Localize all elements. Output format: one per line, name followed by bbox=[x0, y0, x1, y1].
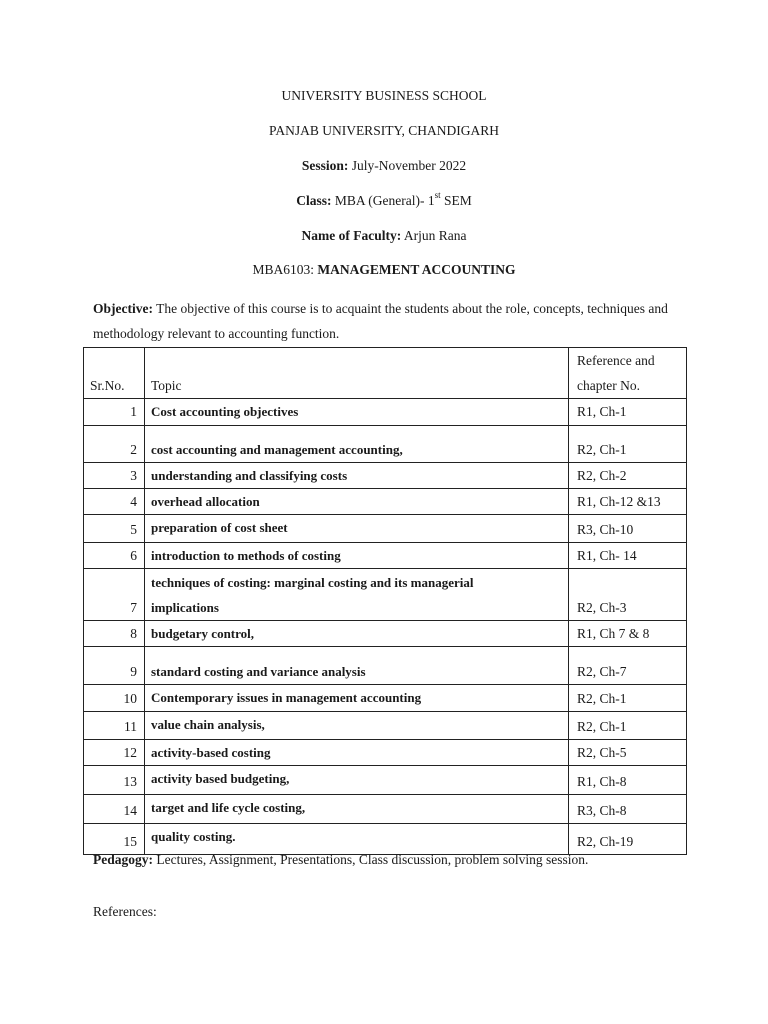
row-topic: Cost accounting objectives bbox=[145, 399, 569, 426]
session-value: July-November 2022 bbox=[348, 158, 467, 173]
syllabus-table bbox=[83, 347, 687, 855]
session-line bbox=[0, 157, 768, 175]
course-code: MBA6103: bbox=[252, 262, 314, 277]
row-topic-line2: implications bbox=[151, 600, 219, 615]
header-topic: Topic bbox=[145, 348, 569, 399]
row-sr: 7 bbox=[84, 569, 145, 621]
row-topic-line1: techniques of costing: marginal costing and its managerial bbox=[151, 575, 474, 590]
row-ref: R2, Ch-3 bbox=[569, 569, 687, 621]
row-sr: 11 bbox=[84, 712, 145, 740]
class-line bbox=[0, 189, 768, 210]
references-heading: References: bbox=[93, 904, 157, 919]
row-sr: 5 bbox=[84, 515, 145, 543]
row-topic: budgetary control, bbox=[145, 621, 569, 647]
table-row bbox=[84, 515, 687, 543]
row-ref: R1, Ch-1 bbox=[569, 399, 687, 426]
row-ref: R3, Ch-10 bbox=[569, 515, 687, 543]
header-reference bbox=[569, 348, 687, 399]
row-topic: Contemporary issues in management accounting bbox=[145, 685, 569, 712]
pedagogy-label: Pedagogy: bbox=[93, 852, 153, 867]
row-sr: 12 bbox=[84, 740, 145, 766]
row-sr: 3 bbox=[84, 463, 145, 489]
row-sr: 10 bbox=[84, 685, 145, 712]
pedagogy-line bbox=[93, 851, 588, 869]
row-topic: activity based budgeting, bbox=[145, 766, 569, 795]
header-reference-line1: Reference and bbox=[577, 353, 655, 368]
row-topic: understanding and classifying costs bbox=[145, 463, 569, 489]
faculty-label: Name of Faculty: bbox=[301, 228, 402, 243]
row-topic: value chain analysis, bbox=[145, 712, 569, 740]
table-row bbox=[84, 489, 687, 515]
table-row bbox=[84, 824, 687, 855]
row-topic: cost accounting and management accounting, bbox=[145, 426, 569, 463]
row-sr: 9 bbox=[84, 647, 145, 685]
objective-text: The objective of this course is to acquaint the students about the role, concepts, techniques and methodology relevant to accounting function. bbox=[93, 301, 668, 341]
class-value: MBA (General)- 1 bbox=[331, 193, 435, 208]
row-sr: 15 bbox=[84, 824, 145, 855]
table-row bbox=[84, 647, 687, 685]
row-topic: introduction to methods of costing bbox=[145, 543, 569, 569]
row-topic: preparation of cost sheet bbox=[145, 515, 569, 543]
row-sr: 2 bbox=[84, 426, 145, 463]
row-ref: R2, Ch-19 bbox=[569, 824, 687, 855]
school-name: UNIVERSITY BUSINESS SCHOOL bbox=[281, 88, 487, 103]
row-topic: overhead allocation bbox=[145, 489, 569, 515]
row-ref: R2, Ch-2 bbox=[569, 463, 687, 489]
table-row bbox=[84, 621, 687, 647]
class-superscript: st bbox=[434, 189, 441, 200]
row-sr: 6 bbox=[84, 543, 145, 569]
row-ref: R3, Ch-8 bbox=[569, 795, 687, 824]
row-sr: 4 bbox=[84, 489, 145, 515]
header-sr-no: Sr.No. bbox=[84, 348, 145, 399]
table-row bbox=[84, 399, 687, 426]
class-suffix: SEM bbox=[440, 193, 472, 208]
row-ref: R1, Ch- 14 bbox=[569, 543, 687, 569]
row-ref: R2, Ch-5 bbox=[569, 740, 687, 766]
header-reference-line2: chapter No. bbox=[577, 378, 640, 393]
row-topic: quality costing. bbox=[145, 824, 569, 855]
table-row bbox=[84, 712, 687, 740]
table-row bbox=[84, 795, 687, 824]
faculty-line bbox=[0, 227, 768, 245]
row-sr: 1 bbox=[84, 399, 145, 426]
faculty-value: Arjun Rana bbox=[401, 228, 467, 243]
row-ref: R2, Ch-7 bbox=[569, 647, 687, 685]
table-row bbox=[84, 569, 687, 621]
row-topic: activity-based costing bbox=[145, 740, 569, 766]
row-ref: R1, Ch-12 &13 bbox=[569, 489, 687, 515]
row-topic: standard costing and variance analysis bbox=[145, 647, 569, 685]
table-header-row bbox=[84, 348, 687, 399]
university-name: PANJAB UNIVERSITY, CHANDIGARH bbox=[269, 123, 499, 138]
course-title: MANAGEMENT ACCOUNTING bbox=[314, 262, 516, 277]
row-topic: target and life cycle costing, bbox=[145, 795, 569, 824]
objective-paragraph bbox=[93, 296, 693, 346]
row-sr: 8 bbox=[84, 621, 145, 647]
row-ref: R2, Ch-1 bbox=[569, 685, 687, 712]
row-sr: 14 bbox=[84, 795, 145, 824]
course-line bbox=[0, 261, 768, 279]
table-row bbox=[84, 685, 687, 712]
table-row bbox=[84, 766, 687, 795]
class-label: Class: bbox=[296, 193, 332, 208]
objective-label: Objective: bbox=[93, 301, 153, 316]
row-ref: R1, Ch 7 & 8 bbox=[569, 621, 687, 647]
table-row bbox=[84, 426, 687, 463]
row-ref: R1, Ch-8 bbox=[569, 766, 687, 795]
row-ref: R2, Ch-1 bbox=[569, 712, 687, 740]
session-label: Session: bbox=[301, 158, 349, 173]
row-ref: R2, Ch-1 bbox=[569, 426, 687, 463]
table-row bbox=[84, 543, 687, 569]
table-row bbox=[84, 463, 687, 489]
table-row bbox=[84, 740, 687, 766]
row-topic bbox=[145, 569, 569, 621]
pedagogy-text: Lectures, Assignment, Presentations, Class discussion, problem solving session. bbox=[153, 852, 589, 867]
row-sr: 13 bbox=[84, 766, 145, 795]
